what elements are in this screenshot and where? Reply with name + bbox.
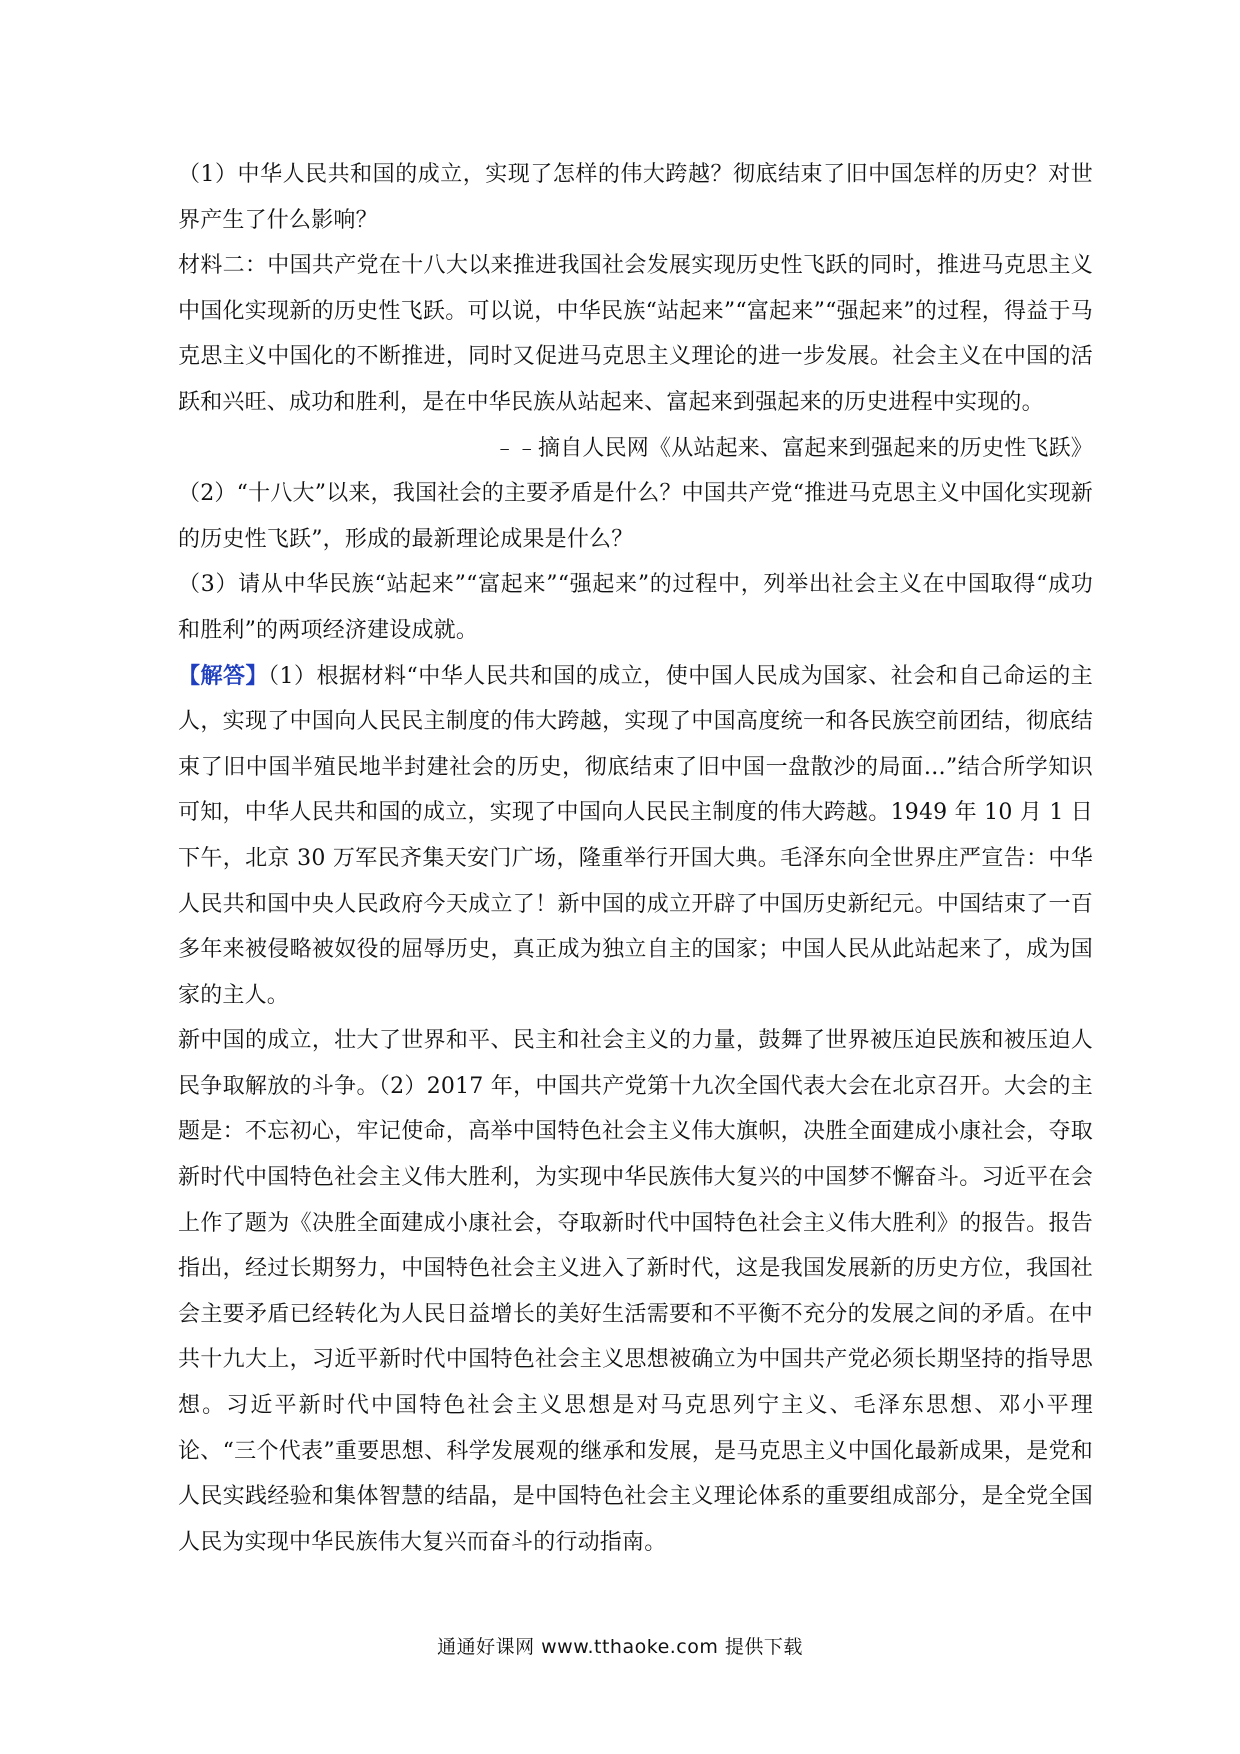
question-2: （2）“十八大”以来，我国社会的主要矛盾是什么？中国共产党“推进马克思主义中国化实现新的历史性飞跃”，形成的最新理论成果是什么？ [178,481,1093,552]
question-3: （3）请从中华民族“站起来”“富起来”“强起来”的过程中，列举出社会主义在中国取得“成功和胜利”的两项经济建设成就。 [178,572,1093,643]
answer-paragraph-1 [178,654,1093,1019]
material-2-source: ﹣﹣摘自人民网《从站起来、富起来到强起来的历史性飞跃》 [493,435,1093,461]
document-body [178,152,1093,1565]
answer-paragraph-2: 新中国的成立，壮大了世界和平、民主和社会主义的力量，鼓舞了世界被压迫民族和被压迫人民争取解放的斗争。（2）2017 年，中国共产党第十九次全国代表大会在北京召开。大会的主题是：不忘初心，牢记使命，高举中国特色社会主义伟大旗帜，决胜全面建成小康社会，夺取新时代中国特色社会主义伟大胜利，为实现中华民族伟大复兴的中国梦不懈奋斗。习近平在会上作了题为《决胜全面建成小康社会，夺取新时代中国特色社会主义伟大胜利》的报告。报告指出，经过长期努力，中国特色社会主义进入了新时代，这是我国发展新的历史方位，我国社会主要矛盾已经转化为人民日益增长的美好生活需要和不平衡不充分的发展之间的矛盾。在中共十九大上，习近平新时代中国特色社会主义思想被确立为中国共产党必须长期坚持的指导思想。习近平新时代中国特色社会主义思想是对马克思列宁主义、毛泽东思想、邓小平理论、“三个代表”重要思想、科学发展观的继承和发展，是马克思主义中国化最新成果，是党和人民实践经验和集体智慧的结晶，是中国特色社会主义理论体系的重要组成部分，是全党全国人民为实现中华民族伟大复兴而奋斗的行动指南。 [178,1028,1094,1555]
answer-part-1: （1）根据材料“中华人民共和国的成立，使中国人民成为国家、社会和自己命运的主人，实现了中国向人民民主制度的伟大跨越，实现了中国高度统一和各民族空前团结，彻底结束了旧中国半殖民地半封建社会的历史，彻底结束了旧中国一盘散沙的局面…”结合所学知识可知，中华人民共和国的成立，实现了中国向人民民主制度的伟大跨越。1949 年 10 月 1 日下午，北京 30 万军民齐集天安门广场，隆重举行开国大典。毛泽东向全世界庄严宣告：中华人民共和国中央人民政府今天成立了！新中国的成立开辟了中国历史新纪元。中国结束了一百多年来被侵略被奴役的屈辱历史，真正成为独立自主的国家；中国人民从此站起来了，成为国家的主人。 [178,663,1093,1008]
page-footer: 通通好课网 www.tthaoke.com 提供下载 [437,1636,803,1658]
material-2: 材料二：中国共产党在十八大以来推进我国社会发展实现历史性飞跃的同时，推进马克思主义中国化实现新的历史性飞跃。可以说，中华民族“站起来”“富起来”“强起来”的过程，得益于马克思主义中国化的不断推进，同时又促进马克思主义理论的进一步发展。社会主义在中国的活跃和兴旺、成功和胜利，是在中华民族从站起来、富起来到强起来的历史进程中实现的。 [178,253,1093,415]
answer-tag: 【解答】 [178,662,269,689]
question-1: （1）中华人民共和国的成立，实现了怎样的伟大跨越？彻底结束了旧中国怎样的历史？对世界产生了什么影响？ [178,162,1093,233]
